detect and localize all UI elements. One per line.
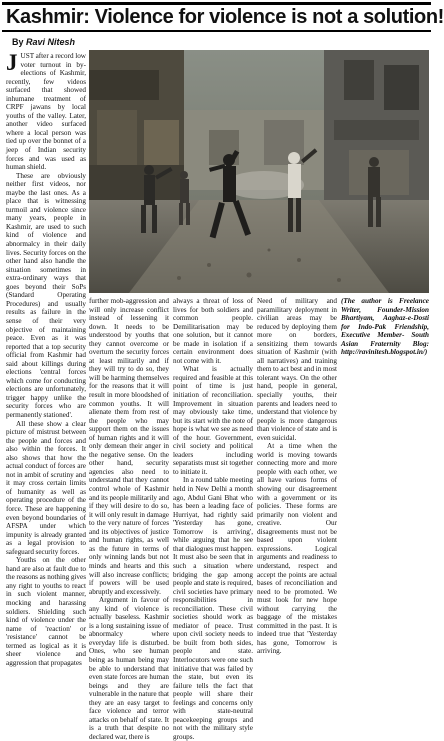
paragraph: Argument in favour of any kind of violence is actually baseless. Kashmir is a long sustaining issue of abnormalcy where everyday life is disturbed. Ones, who see human being as human being may be able to understand that even state forces are human beings and they are vulnerable in the nature that they are an easy target to face violence and terror attacks on behalf of state. It is a truth that despite no declared war, there is [89,596,169,741]
article-column-4 [257,297,337,656]
protest-photo-image [89,50,429,293]
paragraph: All these show a clear picture of mistrust between the people and forces and also within the forces. It also shows that how the actual conduct of forces are not in ambit of scrutiny and it may cross certain limits of humanity as well as operating procedure of the force. These are happening even beyond boundaries of AFSPA under which impunity is already granted as a legal provision to safeguard security forces. [6,419,86,556]
article-column-2 [89,297,169,741]
paragraph: always a threat of loss of lives for both soldiers and common people. Demilitarisation may be one solution, but it cannot be made in isolation if a certain environment does not come with it. [173,297,253,365]
headline-bar [2,2,444,32]
paragraph: What is actually required and feasible at this point of time is just initiation of reconciliation. Improvement in situation may obviously take time, but its start with the note of hope is what we see as need of the hour. Government, civil society and political leaders including separatists must sit together to initiate it. [173,365,253,476]
paragraph: further mob-aggression and will only increase conflict instead of lessening it down. It needs to be understood by youths that they cannot overcome or overturn the security forces at least militarily and if they will try to do so, they will be harming themselves for the reasons that it will result in more bloodshed of common youths. It will alienate them from rest of the people who may support them on the issues of human rights and it will only demean their anger in the negative sense. On the other hand, security agencies also need to understand that they cannot control whole of Kashmir and its people militarily and if they will desire to do so, it will only result in damage to the very nature of forces and its objectives of justice and human rights, as well as the future in terms of only winning lands but not minds and hearts and this will also increase conflicts; if powers will be used abruptly and excessively. [89,297,169,596]
paragraph: Need of military and paramilitary deployment in civilian areas may be reduced by deploying them more on borders, sensitizing them towards situation of Kashmir (with all narratives) and training them to act best and in most tolerant ways. On the other hand, people in general, specially youths, their parents and leaders need to understand that violence by people is more dangerous than violence of state and is even suicidal. [257,297,337,442]
article-photo [89,50,429,293]
article-headline: Kashmir: Violence for violence is not a solution! [6,6,444,28]
paragraph-text: UST after a record low voter turnout in by-elections of Kashmir, recently, few videos surfaced that showed inhumane treatment of CRPF jawans by local youths of the valley. Later, another video surfaced where a local person was tied up over the bonnet of a jeep of Indian security forces and was used as human shield. [6,52,86,172]
paragraph [6,52,86,172]
article-column-3 [173,297,253,741]
paragraph: At a time when the world is moving towards connecting more and more people with each other, we all have various forms of showing our disagreement with a government or its policies. These forms are primarily non violent and creative. Our disagreements must not be based upon violent expressions. Logical arguments and readiness to understand, respect and accept the points are actual bases of reconciliation and need to be promoted. We must look for new hope without carrying the baggage of the mistakes committed in the past. It is indeed true that 'Yesterday has gone, Tomorrow is arriving. [257,442,337,656]
drop-cap: J [6,50,18,75]
byline [12,37,75,47]
paragraph: These are obviously neither first videos, nor maybe the last ones. As a place that is witnessing turmoil and violence since many years, people in Kashmir, are used to such kind of violence and abnormalcy in their daily lives. Security forces on the other hand also handle the situation sometimes in extra-ordinary ways that goes beyond their SoPs (Standard Operating Procedures) and usually results as failure in the sense of their very objective of maintaining peace. Even as it was reported that a top security official from Kashmir had said about killings during elections 'central forces which come for conducting elections are unfortunately, trigger happy unlike the security forces who are permanently stationed'. [6,171,86,419]
article-column-5 [341,297,429,638]
author-note: (The author is Freelance Writer, Founder-Mission Bhartiyam, Aaghaz-e-Dosti for Indo-Pak Friendship, Executive Member- South Asian Fraternity Blog: http://ravinitesh.blogspot.in/) [341,297,429,357]
article-column-1 [6,50,86,667]
byline-prefix: By [12,37,24,47]
paragraph: In a round table meeting held in New Delhi a month ago, Abdul Gani Bhat who has been a leading face of Hurriyat, had rightly said 'Yesterday has gone, Tomorrow is arriving', while arguing that he see that dialogues must happen. It must also be seen that in such a situation where bridging the gap among people and state is required, civil societies have primary responsibilities in reconciliation. These civil societies should work as mediator of peace. Trust upon civil society needs to be built from both sides, people and state. Interlocutors were one such initiative that was failed by the state, but even its failure tells the fact that people will share their feelings and concerns only with state-neutral peacekeeping groups and not with the military style groups. [173,476,253,741]
paragraph: Youths on the other hand are also at fault due to the reasons as nothing gives any right to youths to react in such violent manner, mocking and harassing soldiers. Shielding such kind of violence under the name of 'reaction' or 'resistance' cannot be termed as logical as it is sheer violence and aggression that propagates [6,556,86,667]
byline-author: Ravi Nitesh [26,37,76,47]
